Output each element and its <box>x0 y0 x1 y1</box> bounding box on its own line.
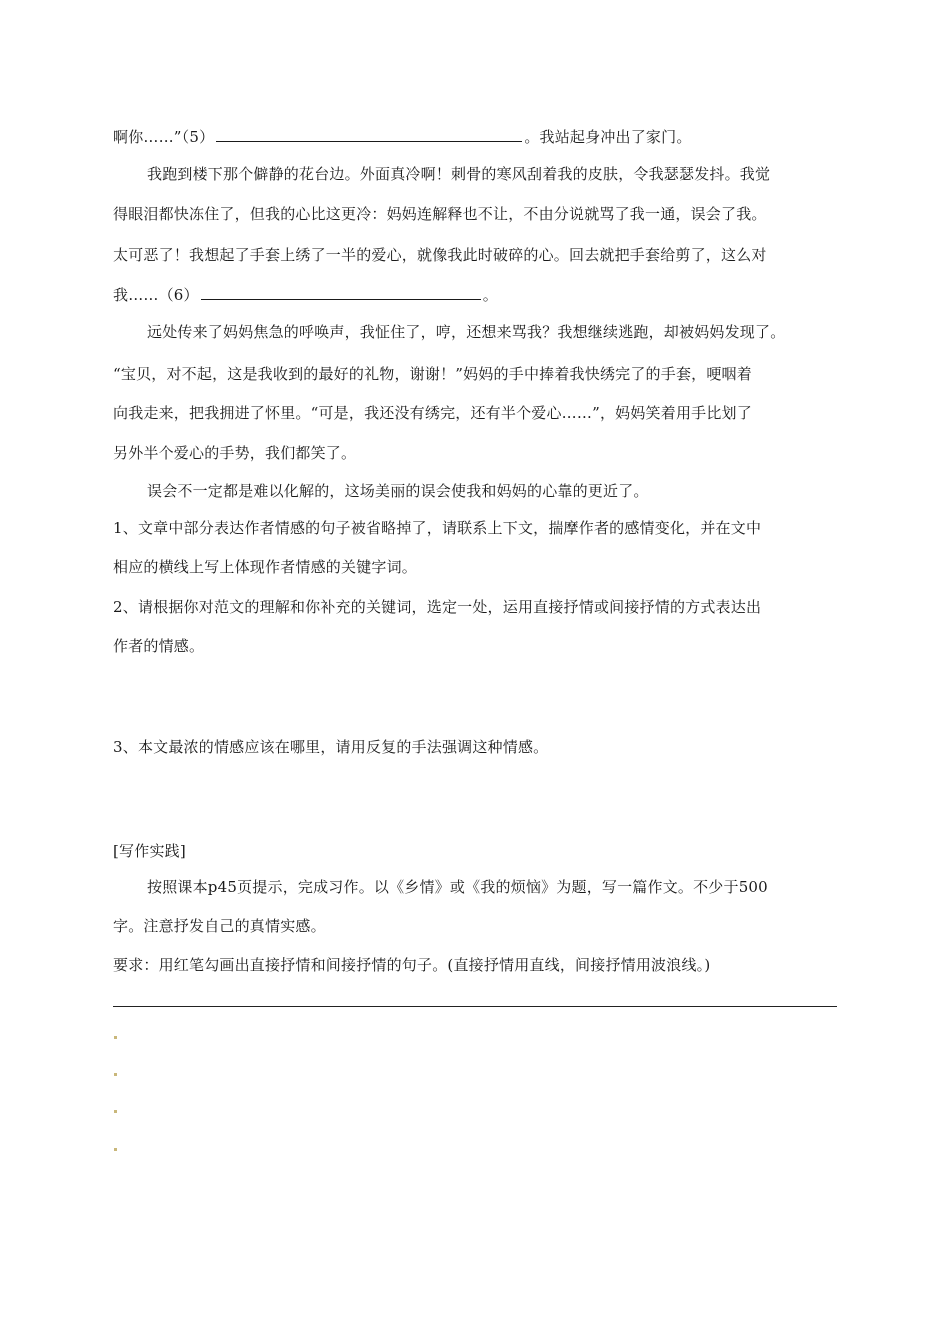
story-line: 远处传来了妈妈焦急的呼唤声，我怔住了，哼，还想来骂我？我想继续逃跑，却被妈妈发现了。 <box>147 323 786 341</box>
question-2-line: 2、请根据你对范文的理解和你补充的关键词，选定一处，运用直接抒情或间接抒情的方式表达出 <box>113 598 762 616</box>
story-line: 另外半个爱心的手势，我们都笑了。 <box>113 444 357 462</box>
question-2-line: 作者的情感。 <box>113 637 205 655</box>
answer-blank-6[interactable] <box>201 285 481 300</box>
question-1-line: 相应的横线上写上体现作者情感的关键字词。 <box>113 558 418 576</box>
bullet-marker <box>114 1073 117 1076</box>
question-1-line: 1、文章中部分表达作者情感的句子被省略掉了，请联系上下文，揣摩作者的感情变化，并在文中 <box>113 519 762 537</box>
story-line: 误会不一定都是难以化解的，这场美丽的误会使我和妈妈的心靠的更近了。 <box>147 482 649 500</box>
bullet-marker <box>114 1036 117 1039</box>
story-text: 。 <box>482 286 498 304</box>
story-line: 我跑到楼下那个僻静的花台边。外面真冷啊！刺骨的寒风刮着我的皮肤，令我瑟瑟发抖。我觉 <box>147 165 771 183</box>
story-text: 啊你……”（5） <box>113 128 215 146</box>
story-text: 。我站起身冲出了家门。 <box>524 128 692 146</box>
answer-blank-5[interactable] <box>216 127 522 142</box>
story-line: 太可恶了！我想起了手套上绣了一半的爱心，就像我此时破碎的心。回去就把手套给剪了，这么对 <box>113 246 767 264</box>
requirement-line: 要求：用红笔勾画出直接抒情和间接抒情的句子。(直接抒情用直线，间接抒情用波浪线。) <box>113 956 711 974</box>
story-line: 得眼泪都快冻住了，但我的心比这更冷：妈妈连解释也不让，不由分说就骂了我一通，误会了我。 <box>113 205 767 223</box>
story-line <box>113 285 498 305</box>
story-line: “宝贝，对不起，这是我收到的最好的礼物，谢谢！”妈妈的手中捧着我快绣完了的手套，哽咽着 <box>113 365 752 383</box>
practice-line: 按照课本p45页提示，完成习作。以《乡情》或《我的烦恼》为题，写一篇作文。不少于500 <box>147 878 768 896</box>
practice-line: 字。注意抒发自己的真情实感。 <box>113 917 326 935</box>
story-line <box>113 127 692 147</box>
story-line: 向我走来，把我拥进了怀里。“可是，我还没有绣完，还有半个爱心……”，妈妈笑着用手比划了 <box>113 404 752 422</box>
question-3-line: 3、本文最浓的情感应该在哪里，请用反复的手法强调这种情感。 <box>113 738 549 756</box>
bullet-marker <box>114 1110 117 1113</box>
bullet-marker <box>114 1148 117 1151</box>
divider-line <box>113 1006 837 1007</box>
story-text: 我……（6） <box>113 286 199 304</box>
section-heading: [写作实践] <box>113 842 186 860</box>
